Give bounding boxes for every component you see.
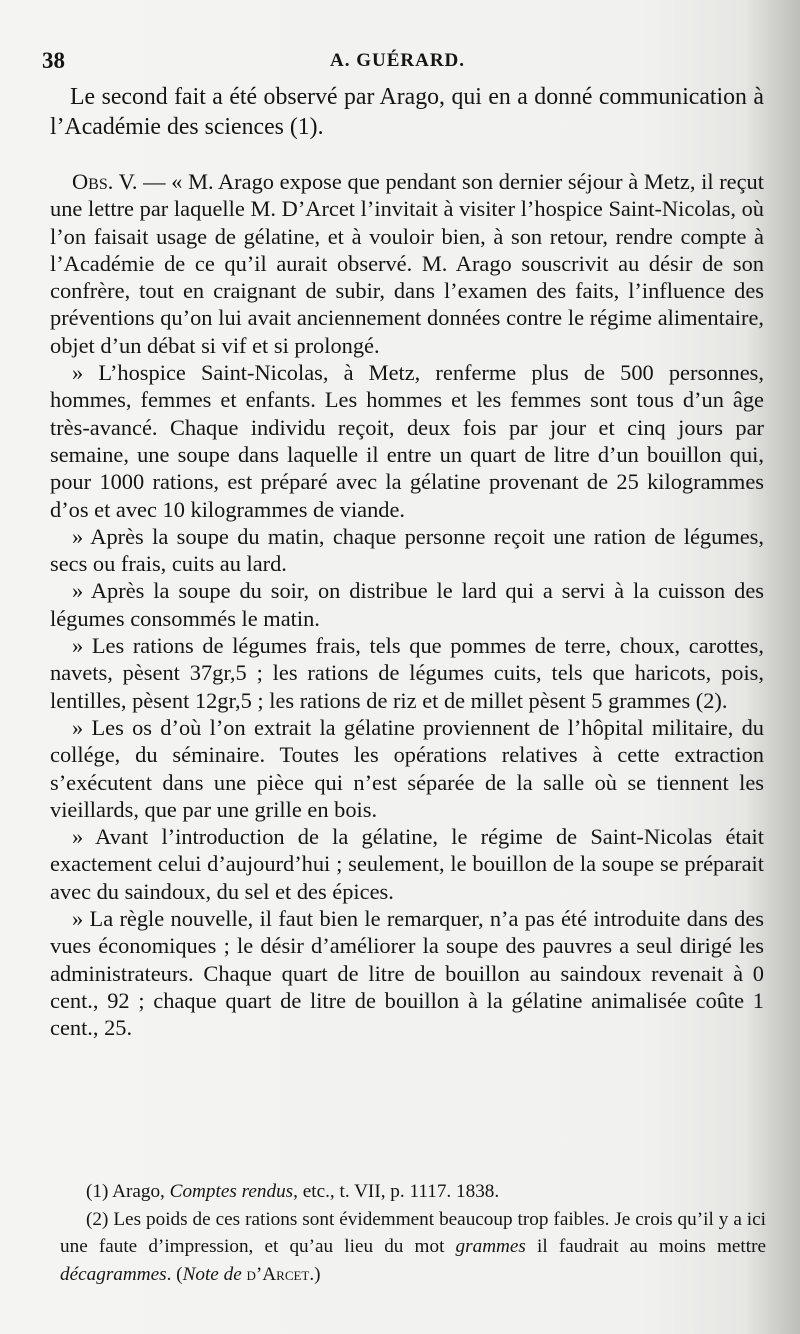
footnote-2-note-de: Note de [182,1263,242,1285]
footnotes [60,1178,766,1288]
paragraph-rations: » Les rations de légumes frais, tels que pommes de terre, choux, carottes, navets, pèsent 37gr,5 ; les rations de légumes cuits, tels que haricots, pois, lentilles, pèsent 12gr,5 ; les rations de riz et de millet pèsent 5 grammes (2). [50,633,764,713]
footnote-2-text-c: . ( [166,1263,183,1285]
page-number: 38 [42,48,65,73]
footnote-2-text-d: .) [309,1263,321,1285]
page-header [40,44,700,74]
footnote-1-text-a: (1) Arago, [86,1181,170,1202]
paragraph-before-gelatine: » Avant l’introduction de la gélatine, le régime de Saint-Nicolas était exactement celui d’aujourd’hui ; seulement, le bouillon de la soupe se préparait avec du saindoux, du sel et des épices. [50,824,764,904]
body-text [50,82,764,1042]
footnote-2-word-decagrammes: décagrammes [60,1263,167,1285]
footnote-1 [60,1178,766,1206]
footnote-2-darcet: d’Arcet [241,1263,310,1285]
footnote-1-text-b: , etc., t. VII, p. 1117. 1838. [293,1181,500,1202]
observation-label: Obs. V. [72,169,138,194]
footnote-2-text-b: il faudrait au moins mettre [525,1236,766,1257]
footnote-2-text-a: (2) Les poids de ces rations sont évidemment beaucoup trop faibles. Je crois qu’il y a ici une faute d’impression, et qu’au lieu du mot [60,1208,766,1257]
paragraph-morning-soup: » Après la soupe du matin, chaque personne reçoit une ration de légumes, secs ou frais, cuits au lard. [50,523,764,577]
footnote-2 [60,1206,766,1289]
paragraph-new-rule: » La règle nouvelle, il faut bien le remarquer, n’a pas été introduite dans des vues économiques ; le désir d’améliorer la soupe des pauvres a seul dirigé les administrateurs. Chaque quart de litre de bouillon au saindoux revenait à 0 cent., 92 ; chaque quart de litre de bouillon à la gélatine animalisée coûte 1 cent., 25. [50,906,764,1041]
footnote-1-title: Comptes rendus [169,1181,294,1202]
running-head: A. GUÉRARD. [330,50,466,71]
paragraph-intro: Le second fait a été observé par Arago, qui en a donné communication à l’Académie des sciences (1). [50,84,764,140]
paragraph-evening-soup: » Après la soupe du soir, on distribue le lard qui a servi à la cuisson des légumes consommés le matin. [50,578,764,631]
paragraph-hospice: » L’hospice Saint-Nicolas, à Metz, renferme plus de 500 personnes, hommes, femmes et enfants. Les hommes et les femmes sont tous d’un âge très-avancé. Chaque individu reçoit, deux fois par jour et cinq jours par semaine, une soupe dans laquelle il entre un quart de litre d’un bouillon qui, pour 1000 rations, est préparé avec la gélatine provenant de 25 kilogrammes d’os et avec 10 kilogrammes de viande. [50,360,764,522]
footnote-2-word-grammes: grammes [455,1236,526,1257]
paragraph-bones: » Les os d’où l’on extrait la gélatine proviennent de l’hôpital militaire, du collége, du séminaire. Toutes les opérations relatives à cette extraction s’exécutent dans une pièce qui n’est séparée de la salle où se tiennent les vieillards, que par une grille en bois. [50,714,764,822]
paragraph-observation [50,168,764,359]
observation-text: — « M. Arago expose que pendant son dernier séjour à Metz, il reçut une lettre par laquelle M. D’Arcet l’invitait à visiter l’hospice Saint-Nicolas, où l’on faisait usage de gélatine, et à vouloir bien, à son retour, rendre compte à l’Académie de ce qu’il aurait observé. M. Arago souscrivit au désir de son confrère, tout en craignant de subir, dans l’examen des faits, l’influence des préventions qu’on lui avait anciennement données contre le régime alimentaire, objet d’un débat si vif et si prolongé. [50,169,764,358]
